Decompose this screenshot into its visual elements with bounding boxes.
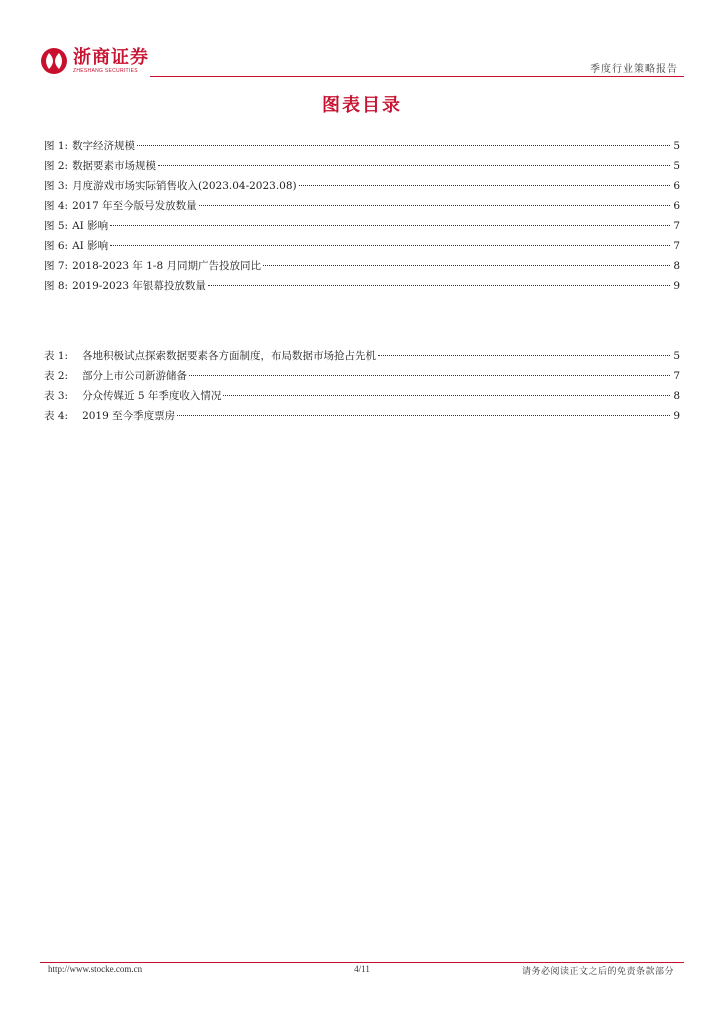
entry-title: AI 影响	[72, 220, 109, 232]
entry-title: 各地积极试点探索数据要素各方面制度，布局数据市场抢占先机	[82, 350, 377, 362]
figure-list	[44, 136, 680, 296]
page-number: 4/11	[354, 964, 370, 974]
dot-leader	[378, 355, 670, 356]
entry-title: 分众传媒近 5 年季度收入情况	[82, 390, 222, 402]
footer-divider	[40, 962, 684, 963]
entry-title: 部分上市公司新游储备	[82, 370, 188, 382]
entry-page: 7	[673, 240, 680, 252]
toc-entry-table-1[interactable]	[44, 346, 680, 366]
brand-logo	[40, 44, 149, 78]
entry-page: 5	[673, 160, 680, 172]
entry-title: 数字经济规模	[72, 140, 136, 152]
entry-page: 5	[673, 350, 680, 362]
dot-leader	[299, 185, 670, 186]
entry-label: 图 5:	[44, 220, 69, 232]
entry-page: 7	[673, 370, 680, 382]
entry-label: 表 1:	[44, 350, 69, 362]
entry-title: 数据要素市场规模	[72, 160, 157, 172]
toc-entry-figure-5[interactable]	[44, 216, 680, 236]
entry-label: 表 3:	[44, 390, 69, 402]
dot-leader	[110, 245, 670, 246]
report-type-label: 季度行业策略报告	[590, 64, 678, 75]
dot-leader	[263, 265, 670, 266]
dot-leader	[110, 225, 670, 226]
entry-page: 6	[673, 180, 680, 192]
entry-page: 5	[673, 140, 680, 152]
toc-title: 图表目录	[322, 95, 402, 116]
dot-leader	[199, 205, 670, 206]
dot-leader	[189, 375, 670, 376]
toc-entry-figure-8[interactable]	[44, 276, 680, 296]
entry-page: 9	[673, 280, 680, 292]
entry-title: AI 影响	[72, 240, 109, 252]
entry-title: 2019-2023 年银幕投放数量	[72, 280, 206, 292]
toc-entry-table-4[interactable]	[44, 406, 680, 426]
toc-entry-figure-1[interactable]	[44, 136, 680, 156]
entry-title: 2017 年至今版号发放数量	[72, 200, 197, 212]
footer-url-link[interactable]: http://www.stocke.com.cn	[48, 964, 143, 974]
toc-entry-figure-2[interactable]	[44, 156, 680, 176]
header-divider	[150, 76, 684, 77]
dot-leader	[158, 165, 670, 166]
entry-label: 图 3:	[44, 180, 69, 192]
entry-label: 图 4:	[44, 200, 69, 212]
table-list	[44, 346, 680, 426]
entry-page: 8	[673, 390, 680, 402]
toc-entry-figure-6[interactable]	[44, 236, 680, 256]
dot-leader	[208, 285, 670, 286]
page-footer	[40, 964, 684, 978]
toc-entry-figure-7[interactable]	[44, 256, 680, 276]
entry-page: 9	[673, 410, 680, 422]
entry-label: 图 6:	[44, 240, 69, 252]
entry-label: 表 4:	[44, 410, 69, 422]
entry-title: 月度游戏市场实际销售收入(2023.04-2023.08)	[72, 180, 297, 192]
dot-leader	[177, 415, 670, 416]
entry-page: 7	[673, 220, 680, 232]
toc-entry-figure-3[interactable]	[44, 176, 680, 196]
entry-label: 图 8:	[44, 280, 69, 292]
zheshang-logo-icon	[40, 47, 68, 75]
toc-entry-figure-4[interactable]	[44, 196, 680, 216]
page-header	[40, 44, 684, 78]
entry-page: 6	[673, 200, 680, 212]
dot-leader	[137, 145, 670, 146]
entry-title: 2018-2023 年 1-8 月同期广告投放同比	[72, 260, 261, 272]
brand-name-cn: 浙商证券	[73, 46, 149, 68]
entry-title: 2019 至今季度票房	[82, 410, 176, 422]
brand-name-en: ZHESHANG SECURITIES	[73, 67, 138, 74]
entry-label: 图 1:	[44, 140, 69, 152]
toc-entry-table-3[interactable]	[44, 386, 680, 406]
entry-page: 8	[673, 260, 680, 272]
entry-label: 图 2:	[44, 160, 69, 172]
footer-disclaimer: 请务必阅读正文之后的免责条款部分	[521, 967, 674, 977]
dot-leader	[223, 395, 670, 396]
entry-label: 图 7:	[44, 260, 69, 272]
entry-label: 表 2:	[44, 370, 69, 382]
toc-entry-table-2[interactable]	[44, 366, 680, 386]
